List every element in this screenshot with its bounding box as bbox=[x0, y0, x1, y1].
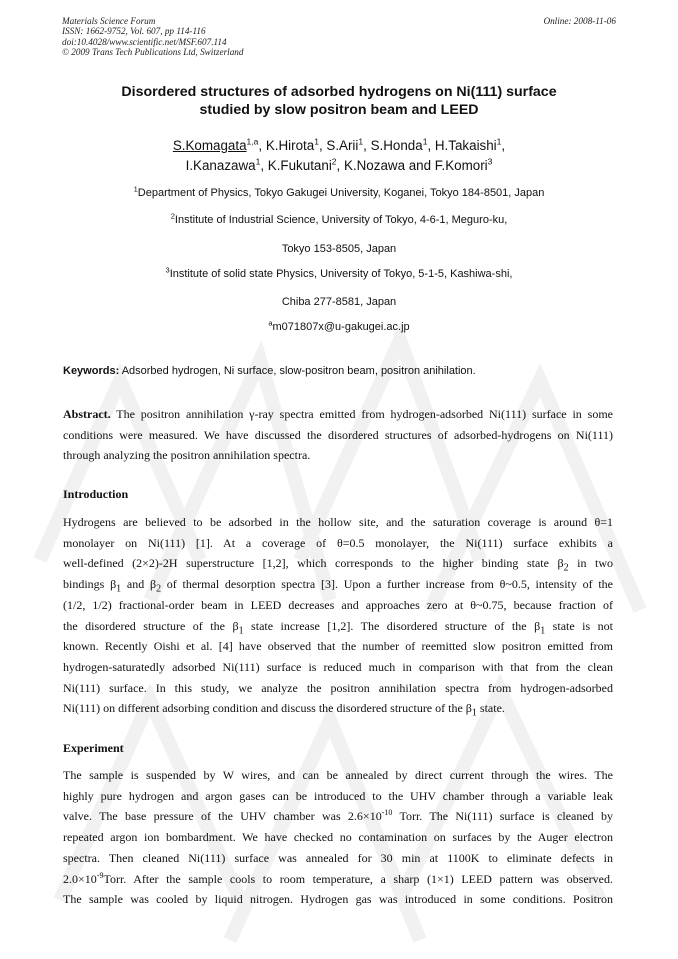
affiliation-2 bbox=[40, 211, 638, 227]
text-run: valve. The base pressure of the UHV chamber was 2.6×10 bbox=[63, 809, 382, 824]
affiliation-3-cont: Chiba 277-8581, Japan bbox=[281, 296, 397, 308]
text-line: highly pure hydrogen and argon gases can be introduced to the UHV chamber through a variable leak bbox=[63, 788, 613, 803]
text-line: (1/2, 1/2) fractional-order beam in LEED decreases and approaches zero at θ~0.75, because fraction of bbox=[63, 597, 613, 612]
author-separator: , bbox=[363, 138, 371, 153]
author-name: S.Komagata bbox=[172, 138, 247, 153]
author-affiliation-mark: 1 bbox=[422, 136, 428, 147]
text-line bbox=[63, 574, 613, 595]
author-name: S.Arii bbox=[326, 138, 359, 153]
author-affiliation-mark: 1 bbox=[496, 136, 502, 147]
text-run: state increase [1,2]. The disordered structure of the β bbox=[243, 618, 541, 633]
text-line: The sample is suspended by W wires, and can be annealed by direct current through the wires. The bbox=[63, 768, 613, 782]
text-line bbox=[63, 616, 613, 637]
affiliation-mark: 1 bbox=[133, 184, 138, 194]
author-name: K.Hirota bbox=[265, 138, 315, 153]
subscript: 1 bbox=[540, 624, 546, 636]
author-affiliation-mark: 1 bbox=[255, 156, 261, 167]
text-run: Torr. After the sample cools to room temperature, a sharp (1×1) LEED pattern was observed. bbox=[103, 871, 613, 886]
author-line-2 bbox=[70, 156, 608, 176]
journal-header bbox=[62, 16, 616, 58]
title-line-2: studied by slow positron beam and LEED bbox=[199, 102, 479, 118]
text-run: state. bbox=[476, 701, 505, 716]
text-run: 2.0×10 bbox=[63, 871, 97, 886]
text-line: monolayer on Ni(111) [1]. At a coverage of θ=0.5 monolayer, the Ni(111) surface exhibits a bbox=[63, 535, 613, 550]
author-name: K.Fukutani bbox=[267, 158, 332, 173]
subscript: 2 bbox=[156, 583, 162, 595]
text-run: bindings β bbox=[63, 577, 117, 592]
text-line: hydrogen-saturatedly adsorbed Ni(111) surface is reduced much in comparison with that from the clean bbox=[63, 659, 613, 674]
journal-copyright: © 2009 Trans Tech Publications Ltd, Switzerland bbox=[62, 47, 244, 58]
abstract bbox=[63, 404, 613, 466]
author-list bbox=[70, 136, 608, 176]
text-line: Hydrogens are believed to be adsorbed in the hollow site, and the saturation coverage is around θ=1 bbox=[63, 515, 613, 529]
author-separator: , bbox=[336, 158, 344, 173]
text-run: and β bbox=[121, 577, 157, 592]
journal-doi[interactable]: doi:10.4028/www.scientific.net/MSF.607.114 bbox=[62, 36, 227, 47]
abstract-label: Abstract. bbox=[63, 407, 111, 421]
abstract-text: The positron annihilation γ-ray spectra emitted from hydrogen-adsorbed Ni(111) surface in some conditions were measured. We have discussed the disordered structures of adsorbed-hydrogens on Ni(111) through analyzing the positron annihilation spectra. bbox=[63, 407, 613, 462]
superscript: -10 bbox=[381, 808, 393, 818]
author-affiliation-mark: 1,a bbox=[246, 136, 259, 147]
text-line bbox=[63, 869, 613, 890]
subscript: 2 bbox=[563, 562, 569, 574]
author-name: K.Nozawa and F.Komori bbox=[343, 158, 488, 173]
subscript: 1 bbox=[238, 624, 244, 636]
text-line: The sample was cooled by liquid nitrogen. Hydrogen gas was introduced in some conditions. Positron bbox=[63, 892, 613, 907]
journal-issn: ISSN: 1662-9752, Vol. 607, pp 114-116 bbox=[62, 26, 206, 37]
affiliation-3 bbox=[40, 265, 638, 281]
subscript: 1 bbox=[471, 707, 477, 719]
author-email[interactable] bbox=[40, 318, 638, 334]
text-line bbox=[63, 698, 613, 719]
introduction-body bbox=[63, 512, 613, 719]
text-line: spectra. Then cleaned Ni(111) surface was annealed for 30 min at 1100K to eliminate defects in bbox=[63, 850, 613, 865]
author-name: H.Takaishi bbox=[434, 138, 497, 153]
affiliation-text: Institute of solid state Physics, University of Tokyo, 5-1-5, Kashiwa-shi, bbox=[169, 268, 513, 280]
text-run: the disordered structure of the β bbox=[63, 618, 239, 633]
affiliation-mark: 2 bbox=[170, 211, 175, 221]
keywords-text: Adsorbed hydrogen, Ni surface, slow-positron beam, positron anihilation. bbox=[119, 365, 476, 377]
affiliation-text: Institute of Industrial Science, University of Tokyo, 4-6-1, Meguro-ku, bbox=[174, 214, 508, 226]
text-line bbox=[63, 553, 613, 574]
author-affiliation-mark: 3 bbox=[487, 156, 493, 167]
author-name: S.Honda bbox=[370, 138, 423, 153]
affiliation-2-cont: Tokyo 153-8505, Japan bbox=[281, 243, 397, 255]
title-line-1: Disordered structures of adsorbed hydrogens on Ni(111) surface bbox=[121, 84, 557, 100]
author-separator: , bbox=[318, 138, 327, 153]
affiliation-text: Department of Physics, Tokyo Gakugei University, Koganei, Tokyo 184-8501, Japan bbox=[137, 187, 545, 199]
author-line-1 bbox=[70, 136, 608, 156]
superscript: -9 bbox=[96, 870, 104, 880]
online-date: Online: 2008-11-06 bbox=[543, 16, 616, 26]
journal-name: Materials Science Forum bbox=[62, 16, 156, 26]
author-separator: , bbox=[501, 138, 506, 153]
author-separator: , bbox=[260, 158, 268, 173]
introduction-heading: Introduction bbox=[63, 487, 129, 501]
text-line: known. Recently Oishi et al. [4] have observed that the number of reemitted slow positron emitted from bbox=[63, 639, 613, 654]
experiment-body bbox=[63, 765, 613, 910]
text-run: in two bbox=[568, 556, 613, 571]
author-separator: , bbox=[258, 138, 266, 153]
author-affiliation-mark: 1 bbox=[358, 136, 364, 147]
email-address[interactable]: m071807x@u-gakugei.ac.jp bbox=[272, 321, 410, 333]
text-line: repeated argon ion bombardment. We have checked no contamination on surfaces by the Auger electron bbox=[63, 830, 613, 845]
affiliation-1 bbox=[40, 184, 638, 200]
keywords bbox=[63, 365, 615, 378]
author-separator: , bbox=[427, 138, 435, 153]
text-run: state is not bbox=[545, 618, 614, 633]
text-run: Ni(111) on different adsorbing condition and discuss the disordered structure of the β bbox=[63, 701, 472, 716]
text-line bbox=[63, 806, 613, 827]
author-name: I.Kanazawa bbox=[185, 158, 256, 173]
text-run: well-defined (2×2)-2H superstructure [1,2], which corresponds to the higher binding state β bbox=[63, 556, 564, 571]
paper-title bbox=[70, 83, 608, 119]
text-run: Torr. The Ni(111) surface is cleaned by bbox=[392, 809, 613, 824]
text-line: Ni(111) surface. In this study, we analyze the positron annihilation spectra from hydrogen-adsorbed bbox=[63, 680, 613, 695]
author-affiliation-mark: 1 bbox=[314, 136, 319, 147]
text-run: of thermal desorption spectra [3]. Upon a further increase from θ~0.5, intensity of the bbox=[161, 577, 613, 592]
author-affiliation-mark: 2 bbox=[331, 156, 337, 167]
affiliation-mark: 3 bbox=[165, 265, 170, 275]
keywords-label: Keywords: bbox=[63, 365, 120, 377]
subscript: 1 bbox=[116, 583, 122, 595]
email-mark: a bbox=[268, 318, 273, 328]
experiment-heading: Experiment bbox=[63, 741, 124, 755]
